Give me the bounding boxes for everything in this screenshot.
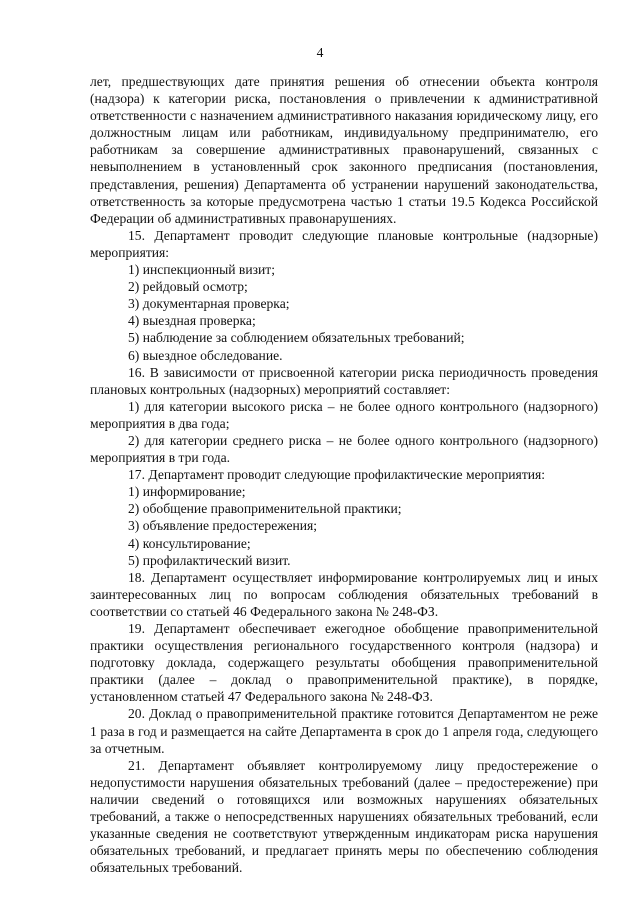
list-item: 5) профилактический визит. xyxy=(128,552,291,568)
list-item: 4) консультирование; xyxy=(128,535,251,551)
list-item: 3) документарная проверка; xyxy=(128,296,290,312)
paragraph-20: 20. Доклад о правоприменительной практике готовится Департаментом не реже 1 раза в год и размещается на сайте Департамента в срок до 1 апреля года, следующего за отчетным. xyxy=(90,706,598,756)
list-item: 1) для категории высокого риска – не более одного контрольного (надзорного) мероприятия в два года; xyxy=(90,398,598,431)
paragraph-17: 17. Департамент проводит следующие профилактические мероприятия: xyxy=(128,467,546,483)
list-item: 5) наблюдение за соблюдением обязательных требований; xyxy=(128,330,465,346)
paragraph-21: 21. Департамент объявляет контролируемому лицу предостережение о недопустимости нарушения обязательных требований (далее – предостережение) при наличии сведений о готовящихся или возможных нарушениях обязательных требований, а также о непосредственных нарушениях обязательных требований, если указанные сведения не соответствуют утвержденным индикаторам риска нарушения обязательных требований, и предлагает принять меры по обеспечению соблюдения обязательных требований. xyxy=(90,757,598,876)
list-item: 1) информирование; xyxy=(128,484,246,500)
paragraph-19: 19. Департамент обеспечивает ежегодное обобщение правоприменительной практики осуществления регионального государственного контроля (надзора) и подготовку доклада, содержащего результаты обобщения правоприменительной практики (далее – доклад о правоприменительной практике), в порядке, установленном статьей 47 Федерального закона № 248-ФЗ. xyxy=(90,621,598,705)
list-item: 3) объявление предостережения; xyxy=(128,518,318,534)
document-body xyxy=(90,73,598,876)
list-item: 6) выездное обследование. xyxy=(128,347,283,363)
list-item: 2) обобщение правоприменительной практики; xyxy=(128,501,402,517)
paragraph-16: 16. В зависимости от присвоенной категории риска периодичность проведения плановых контрольных (надзорных) мероприятий составляет: xyxy=(90,364,598,397)
list-item: 4) выездная проверка; xyxy=(128,313,256,329)
paragraph-continuation: лет, предшествующих дате принятия решения об отнесении объекта контроля (надзора) к категории риска, постановления о привлечении к административной ответственности с назначением административного наказания юридическому лицу, его должностным лицам или работникам, индивидуальному предпринимателю, его работникам за совершение административных правонарушений, связанных с невыполнением в установленный срок законного предписания (постановления, представления, решения) Департамента об устранении нарушений законодательства, ответственность за которые предусмотрена частью 1 статьи 19.5 Кодекса Российской Федерации об административных правонарушениях. xyxy=(90,74,598,226)
list-item: 2) для категории среднего риска – не более одного контрольного (надзорного) мероприятия в три года. xyxy=(90,432,598,466)
list-item: 2) рейдовый осмотр; xyxy=(128,279,248,295)
page-number: 4 xyxy=(316,45,324,60)
paragraph-18: 18. Департамент осуществляет информирование контролируемых лиц и иных заинтересованных лиц по вопросам соблюдения обязательных требований в соответствии со статьей 46 Федерального закона № 248-ФЗ. xyxy=(90,569,598,619)
list-item: 1) инспекционный визит; xyxy=(128,262,275,278)
paragraph-15: 15. Департамент проводит следующие плановые контрольные (надзорные) мероприятия: xyxy=(90,227,598,260)
